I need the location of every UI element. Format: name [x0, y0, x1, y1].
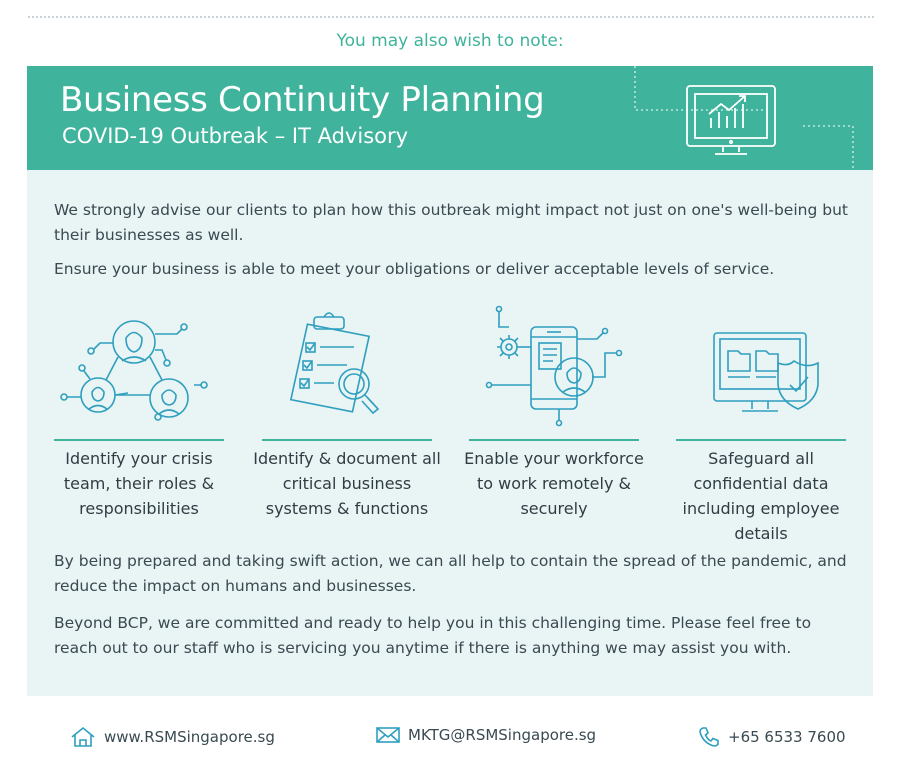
banner-subtitle: COVID-19 Outbreak – IT Advisory — [62, 124, 409, 148]
step-label: Identify & document all critical business systems & functions — [253, 449, 441, 518]
step-divider — [54, 439, 224, 441]
step-divider — [676, 439, 846, 441]
top-dotted-divider — [28, 16, 874, 18]
envelope-icon — [376, 726, 400, 744]
preparedness-paragraph: By being prepared and taking swift action, we can all help to contain the spread of the pandemic, and reduce the impact on humans and businesses. — [54, 552, 847, 595]
support-paragraph: Beyond BCP, we are committed and ready to help you in this challenging time. Please feel free to reach out to our staff who is servicing you anytime if there is anything we may assist you with. — [54, 614, 812, 657]
step-label: Enable your workforce to work remotely & securely — [464, 449, 644, 518]
email-link[interactable]: MKTG@RSMSingapore.sg — [408, 726, 597, 744]
phone-number[interactable]: +65 6533 7600 — [728, 728, 846, 746]
intro-paragraph: We strongly advise our clients to plan how this outbreak might impact not just on one's well-being but their businesses as well. — [54, 201, 848, 244]
secure-data-monitor-icon — [676, 305, 846, 430]
step-remote-work — [464, 305, 659, 525]
home-icon — [70, 726, 96, 748]
step-label: Identify your crisis team, their roles & responsibilities — [63, 449, 215, 518]
step-divider — [469, 439, 639, 441]
obligation-paragraph: Ensure your business is able to meet your obligations or deliver acceptable levels of service. — [54, 260, 775, 278]
footer-email[interactable] — [376, 726, 596, 744]
footer-phone[interactable] — [698, 726, 846, 748]
footer-website[interactable] — [70, 726, 275, 748]
phone-icon — [698, 726, 720, 748]
banner-title: Business Continuity Planning — [60, 80, 545, 120]
step-crisis-team — [54, 305, 244, 525]
content-panel — [27, 170, 873, 696]
remote-work-device-icon — [469, 305, 639, 430]
step-safeguard-data — [676, 305, 866, 543]
team-network-icon — [54, 305, 224, 425]
website-link[interactable]: www.RSMSingapore.sg — [104, 728, 275, 746]
step-label: Safeguard all confidential data including employee details — [682, 449, 840, 543]
step-divider — [262, 439, 432, 441]
intro-note: You may also wish to note: — [336, 31, 564, 51]
step-document-systems — [253, 305, 452, 525]
monitor-growth-chart-icon — [623, 66, 873, 170]
clipboard-checklist-icon — [262, 305, 432, 430]
title-banner — [27, 66, 873, 170]
